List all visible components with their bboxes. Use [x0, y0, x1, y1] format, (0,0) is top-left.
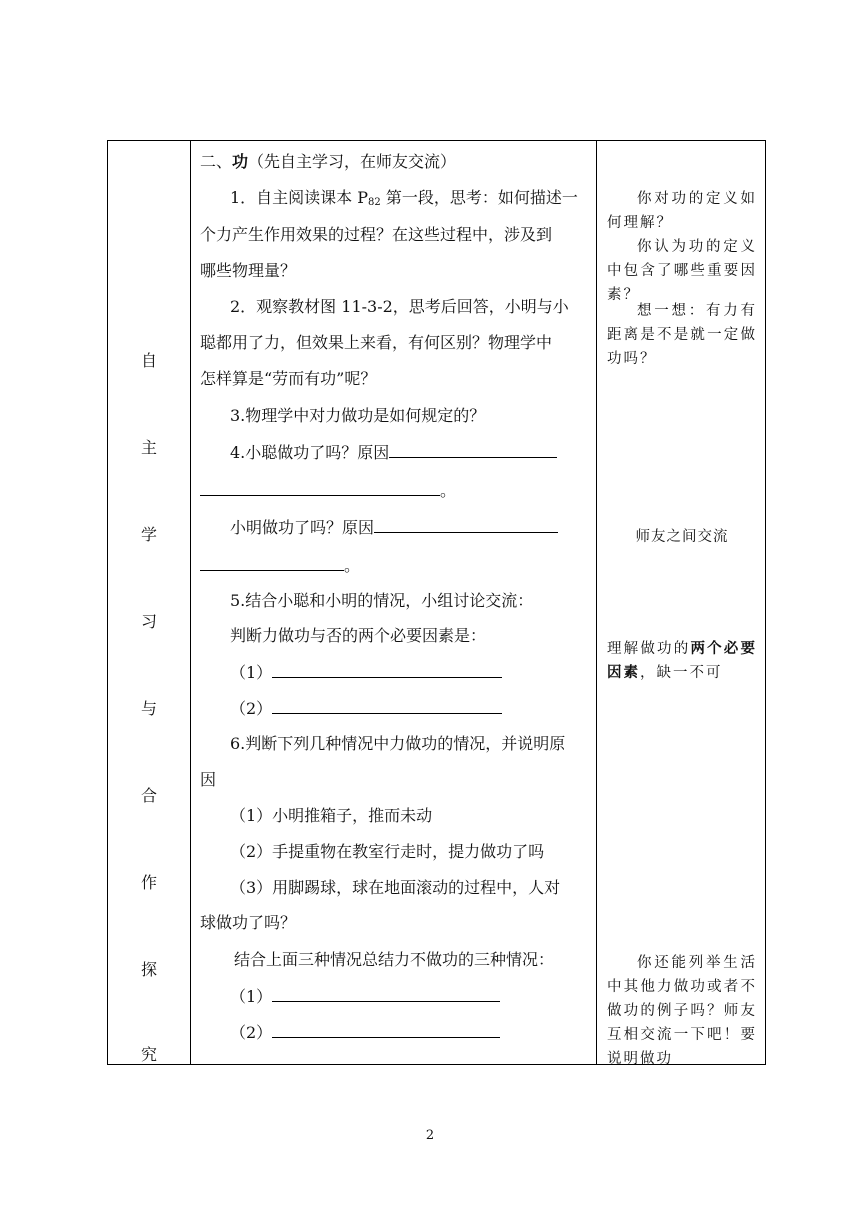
answer-blank[interactable]: [272, 985, 500, 1002]
section-title: 二、功（先自主学习，在师友交流）: [200, 152, 457, 171]
note-examples: 你还能列举生活中其他力做功或者不做功的例子吗？师友互相交流一下吧！要说明做功: [607, 955, 757, 1067]
answer-blank[interactable]: [200, 554, 344, 571]
question-4-ming: 小明做功了吗？原因: [230, 516, 588, 539]
case-3-cont: 球做功了吗？: [200, 913, 297, 932]
question-4-cont: 。: [200, 479, 588, 502]
case-3: （3）用脚踢球，球在地面滚动的过程中，人对: [230, 878, 561, 897]
case-2: （2）手提重物在教室行走时，提力做功了吗: [230, 842, 545, 861]
answer-blank[interactable]: [374, 516, 558, 533]
note-definition: 你对功的定义如何理解？: [607, 191, 757, 231]
question-6-text: 因: [200, 770, 217, 789]
label-char: 学: [140, 525, 157, 544]
label-char: 合: [140, 786, 157, 805]
label-char: 习: [140, 612, 157, 631]
question-1: 1．自主阅读课本 P82 第一段，思考：如何描述一: [230, 188, 578, 208]
label-char: 作: [140, 873, 157, 892]
summary-prompt: 结合上面三种情况总结力不做功的三种情况：: [234, 950, 555, 969]
question-3: 3.物理学中对力做功是如何规定的？: [230, 406, 486, 425]
answer-blank[interactable]: [389, 441, 557, 458]
question-5-text: 判断力做功与否的两个必要因素是：: [230, 626, 487, 645]
answer-blank[interactable]: [200, 479, 440, 496]
question-1-text: 个力产生作用效果的过程？在这些过程中，涉及到: [200, 225, 553, 244]
answer-blank[interactable]: [272, 661, 502, 678]
question-4-ming-cont: 。: [200, 554, 588, 577]
note-two-factors: 理解做功的两个必要因素，缺一不可: [607, 640, 757, 681]
question-2-text: 聪都用了力，但效果上来看，有何区别？物理学中: [200, 333, 553, 352]
case-1: （1）小明推箱子，推而未动: [230, 806, 433, 825]
question-2-text: 怎样算是“劳而有功”呢？: [200, 369, 377, 388]
answer-blank[interactable]: [272, 1021, 500, 1038]
label-char: 自: [140, 351, 157, 370]
note-exchange: 师友之间交流: [635, 529, 729, 545]
note-factors: 你认为功的定义中包含了哪些重要因素？: [607, 239, 757, 303]
label-char: 主: [140, 438, 157, 457]
section-label-column: [108, 141, 190, 1064]
summary-item-2: （2）: [230, 1021, 588, 1044]
summary-item-1: （1）: [230, 985, 588, 1008]
label-char: 究: [140, 1045, 157, 1064]
notes-column: [597, 141, 765, 1067]
study-table: [107, 140, 766, 1065]
factor-item-1: （1）: [230, 661, 588, 684]
label-char: 探: [140, 960, 157, 979]
question-6: 6.判断下列几种情况中力做功的情况，并说明原: [230, 734, 566, 753]
factor-item-2: （2）: [230, 697, 588, 720]
label-char: 与: [140, 699, 157, 718]
page-number: 2: [425, 1128, 435, 1143]
answer-blank[interactable]: [272, 697, 502, 714]
question-1-text: 哪些物理量？: [200, 261, 297, 280]
note-think: 想一想：有力有距离是不是就一定做功吗？: [607, 303, 757, 367]
question-2: 2．观察教材图 11-3-2，思考后回答，小明与小: [230, 297, 569, 316]
question-4: 4.小聪做功了吗？原因: [230, 441, 588, 464]
main-content: [191, 141, 596, 1064]
question-5: 5.结合小聪和小明的情况，小组讨论交流：: [230, 591, 534, 610]
